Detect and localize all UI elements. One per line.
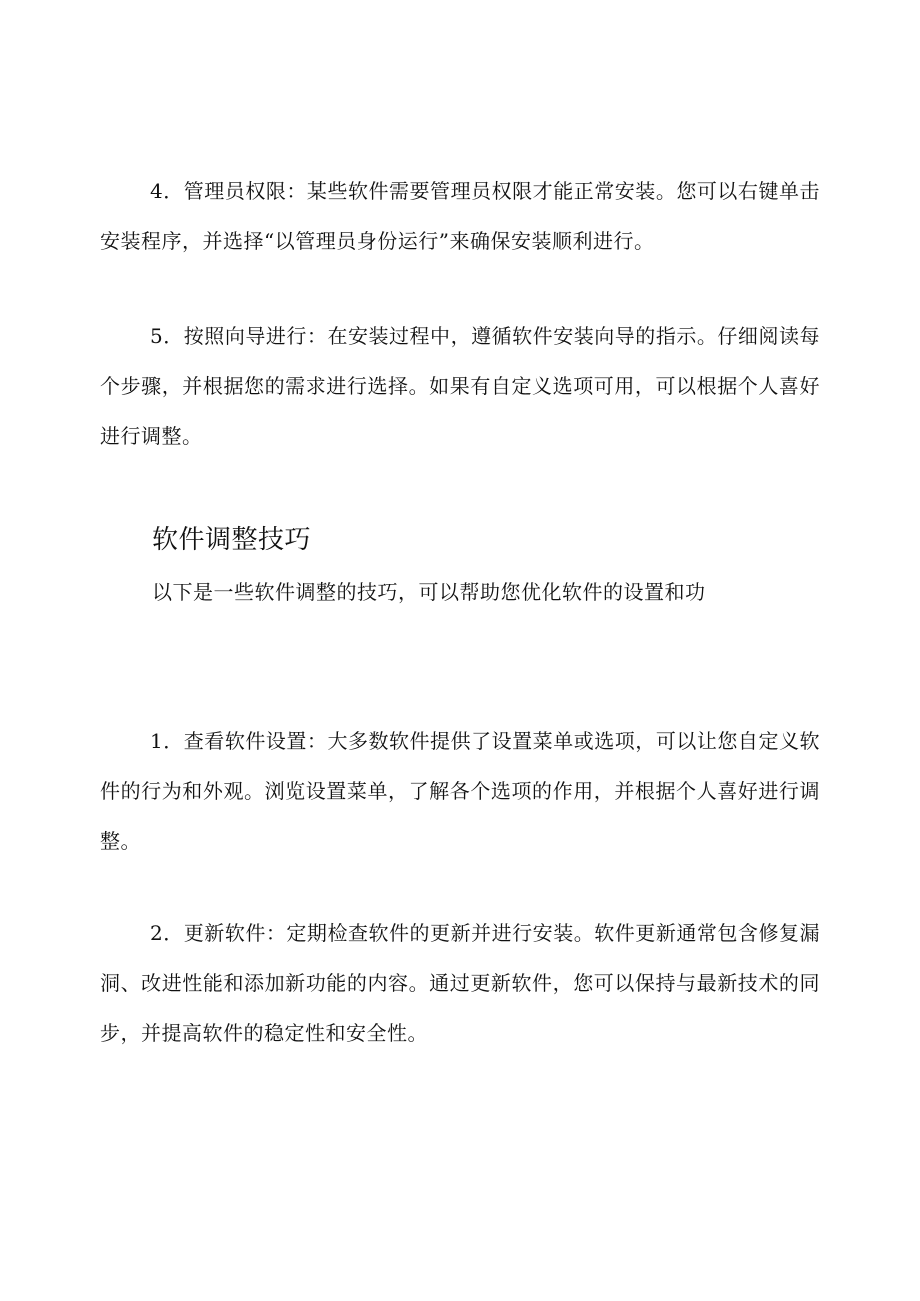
paragraph-follow-wizard: 5．按照向导进行：在安装过程中，遵循软件安装向导的指示。仔细阅读每个步骤，并根据您的需求进行选择。如果有自定义选项可用，可以根据个人喜好进行调整。 <box>100 324 820 448</box>
paragraph-view-settings: 1．查看软件设置：大多数软件提供了设置菜单或选项，可以让您自定义软件的行为和外观。浏览设置菜单，了解各个选项的作用，并根据个人喜好进行调整。 <box>100 729 820 853</box>
paragraph-update-software: 2．更新软件：定期检查软件的更新并进行安装。软件更新通常包含修复漏洞、改进性能和添加新功能的内容。通过更新软件，您可以保持与最新技术的同步，并提高软件的稳定性和安全性。 <box>100 921 820 1045</box>
paragraph-admin-permissions: 4．管理员权限：某些软件需要管理员权限才能正常安装。您可以右键单击安装程序，并选择“以管理员身份运行”来确保安装顺利进行。 <box>100 179 820 253</box>
section-heading: 软件调整技巧 <box>152 525 312 555</box>
section-intro: 以下是一些软件调整的技巧，可以帮助您优化软件的设置和功 <box>152 580 706 604</box>
